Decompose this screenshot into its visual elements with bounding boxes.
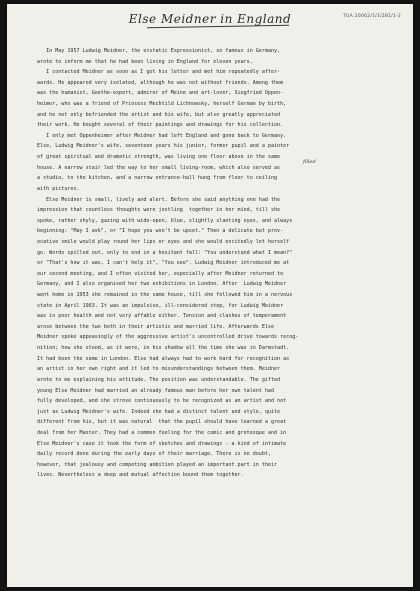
text-line: or "That's how it was, I can't help it", "You see". Ludwig Meidner introduced me at (37, 260, 290, 267)
text-line: just as Ludwig Meidner's wife. Indeed she had a distinct talent and style, quite (37, 408, 281, 415)
text-line: heimer, who was a friend of Princess Mechtild Lichnowsky, herself German by birth, (37, 101, 287, 108)
text-line: was the humanist, Goethe-expert, admirer of Meine and art-lover, Siegfried Oppen- (37, 90, 284, 97)
text-line: fully developed, and she strove continuously to be recognized as an artist and not (37, 398, 287, 405)
text-line: our second meeting, and I often visited her, especially after Meidner returned to (37, 270, 284, 277)
text-line: an artist in her own right and it led to misunderstandings between them. Meidner (37, 366, 281, 373)
text-line: however, that jealousy and competing ambition played an important part in their (37, 461, 278, 468)
text-line: of great spiritual and dramatic strength, was living one floor above in the same (37, 154, 281, 161)
text-line: went home in 1953 she remained in the same house, till she followed him in a nervous (37, 292, 293, 299)
text-line: and he not only befriended the artist and his wife, but also greatly appreciated (37, 111, 281, 118)
text-line: wards. He appeared very isolated, although he was not without friends. Among them (37, 79, 284, 86)
text-line: I contacted Meidner as soon as I got his letter and met him repeatedly after- (37, 69, 281, 76)
text-line: with pictures. (37, 185, 80, 192)
text-line: Else Meidner's case it took the form of sketches and drawings - a kind of intimate (37, 440, 287, 447)
text-line: It had been the same in London. Else had always had to work hard for recognition as (37, 355, 290, 362)
text-line: nition; how she stood, as it were, in his shadow all the time she was in Darmstadt. (37, 345, 290, 352)
text-line: their work. He bought several of their paintings and drawings for his collection. (37, 122, 284, 129)
text-line: Germany, and I also organised her two exhibitions in London. After Ludwig Meidner (37, 281, 287, 288)
document-title: Else Meidner in England (128, 12, 292, 26)
text-line: daily record done during the early days of their marriage. There is no doubt, (37, 451, 271, 458)
text-line: different from his, but it was natural that the pupil should have learned a great (37, 419, 287, 426)
text-line: deal from her Master. They had a common feeling for the comic and grotesque and in (37, 429, 287, 436)
text-line: In May 1957 Ludwig Meidner, the ecstatic Expressionist, so famous in Germany, (37, 48, 281, 54)
handwritten-note: filled (303, 159, 316, 165)
text-line: state in April 1963. It was an impulsive, ill-considered step, for Ludwig Meidner (37, 302, 284, 309)
text-line: arose between the two both in their artistic and married life. Afterwards Else (37, 323, 275, 330)
text-line: wrote to inform me that he had been living in England for eleven years. (37, 58, 253, 65)
document-page (7, 4, 413, 587)
text-line: was in poor health and not very affable either. Tension and clashes of temperament (37, 313, 287, 320)
archive-reference: TGA 20062/1/1/281/1-2 (342, 14, 401, 19)
text-line: Else, Ludwig Meidner's wife, seventeen years his junior, former pupil and a painter (37, 143, 290, 150)
text-line: wrote to me explaining his attitude. The position was understandable. The gifted (37, 376, 281, 383)
text-line: beginning: "May I ask", or "I hope you won't be upset." Then a delicate but prov- (37, 228, 284, 235)
text-line: Meidner spoke appeasingly of the aggressive artist's uncontrolled drive towards recog- (37, 334, 299, 341)
text-line: Else Meidner is small, lively and alert. Before she said anything one had the (37, 196, 281, 203)
text-line: a studio, to the kitchen, and a narrow entrance-hall hung from floor to ceiling (37, 175, 278, 182)
text-line: house. A narrow stair led the way to her small living-room, which also served as (37, 164, 281, 171)
text-line: go. Words spilled out, only to end in a hesitant fall: "You understand what I mean?" (37, 249, 293, 256)
text-line: lives. Nevertheless a deep and mutual affection bound them together. (37, 472, 244, 479)
text-line: impression that countless thoughts were jostling together in her mind, till she (37, 207, 281, 214)
text-line: spoke, rather shyly, gazing with wide-open, blue, slightly slanting eyes, and always (37, 217, 293, 224)
document-body (37, 46, 395, 481)
text-line: ocative smile would play round her lips or eyes and she would excitedly let herself (37, 238, 290, 245)
text-line: I only met Oppenheimer after Meidner had left England and gone back to Germany. (37, 132, 287, 139)
text-line: young Else Meidner had married an already famous man before her own talent had (37, 387, 275, 394)
